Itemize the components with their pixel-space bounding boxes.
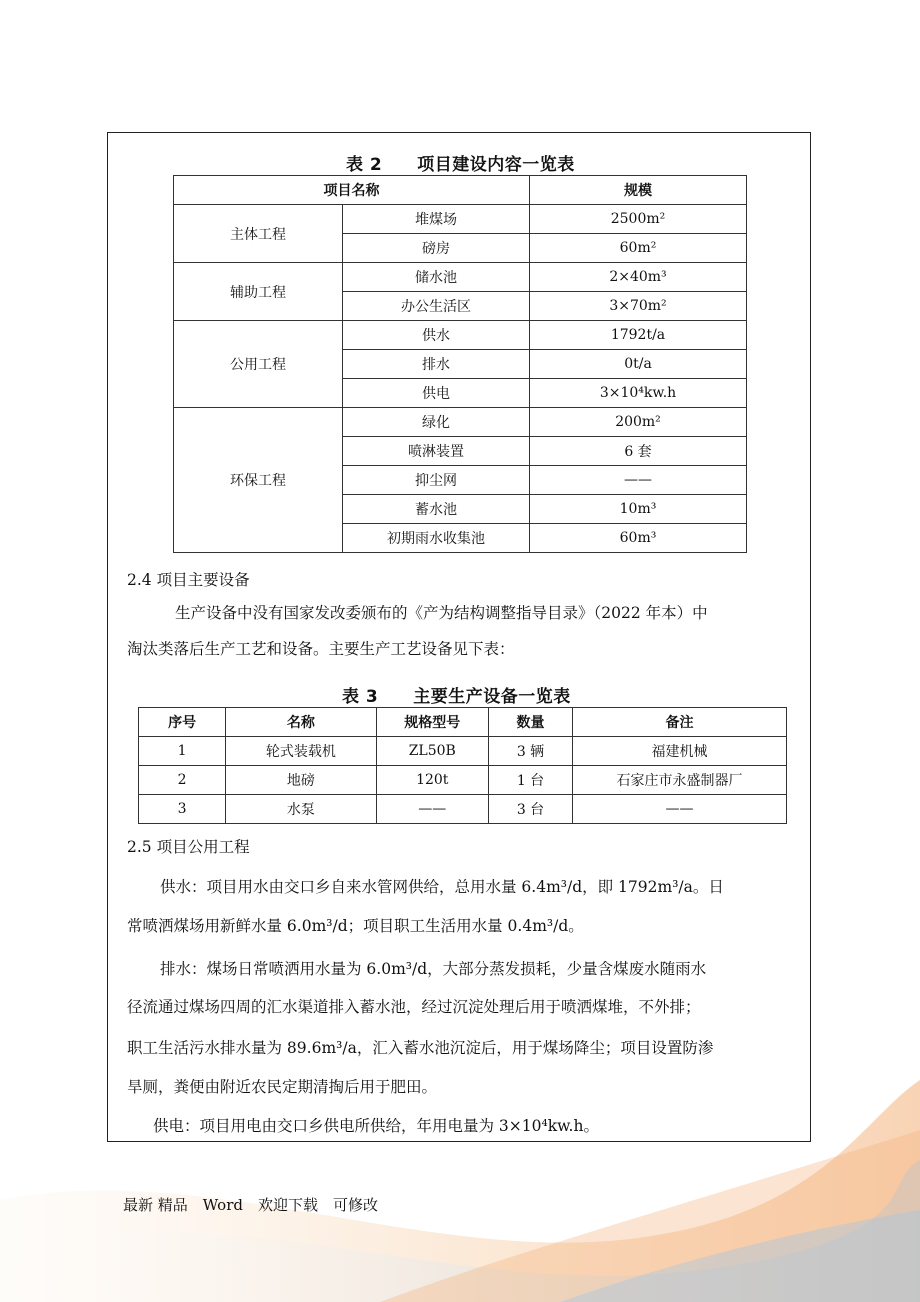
table2-group-name: 公用工程	[174, 321, 343, 408]
table3-header-remark: 备注	[573, 708, 787, 737]
water-supply-line2: 常喷洒煤场用新鲜水量 6.0m³/d；项目职工生活用水量 0.4m³/d。	[127, 917, 584, 935]
table2-item: 喷淋装置	[343, 437, 530, 466]
table2-scale: 2500m²	[530, 205, 747, 234]
table2-item: 蓄水池	[343, 495, 530, 524]
table3-header-quantity: 数量	[488, 708, 572, 737]
section-2-4-para-line1: 生产设备中没有国家发改委颁布的《产为结构调整指导目录》（2022 年本）中	[175, 604, 708, 622]
power-supply-line: 供电：项目用电由交口乡供电所供给，年用电量为 3×10⁴kw.h。	[153, 1117, 599, 1135]
table3-cell-model: ZL50B	[376, 737, 488, 766]
table2-title: 表 2 项目建设内容一览表	[346, 155, 575, 175]
table2-item: 堆煤场	[343, 205, 530, 234]
table2-group-name: 辅助工程	[174, 263, 343, 321]
table3-cell-quantity: 3 台	[488, 795, 572, 824]
table3-cell-seq: 2	[139, 766, 226, 795]
table2-item: 供电	[343, 379, 530, 408]
table2-item: 排水	[343, 350, 530, 379]
table3-cell-name: 水泵	[226, 795, 376, 824]
table3-cell-remark: ——	[573, 795, 787, 824]
table3-cell-model: ——	[376, 795, 488, 824]
section-2-4-para-line2: 淘汰类落后生产工艺和设备。主要生产工艺设备见下表：	[127, 640, 515, 658]
table2-item: 供水	[343, 321, 530, 350]
table3-cell-quantity: 3 辆	[488, 737, 572, 766]
table3-title: 表 3 主要生产设备一览表	[342, 687, 571, 707]
table2-scale: 0t/a	[530, 350, 747, 379]
table2-scale: 200m²	[530, 408, 747, 437]
table3-cell-remark: 石家庄市永盛制器厂	[573, 766, 787, 795]
table2-scale: 3×70m²	[530, 292, 747, 321]
table2-header-item: 项目名称	[174, 176, 530, 205]
drainage-line1: 排水：煤场日常喷洒用水量为 6.0m³/d，大部分蒸发损耗，少量含煤废水随雨水	[160, 960, 707, 978]
drainage-line4: 旱厕，粪便由附近农民定期清掏后用于肥田。	[127, 1078, 438, 1096]
drainage-line3: 职工生活污水排水量为 89.6m³/a，汇入蓄水池沉淀后，用于煤场降尘；项目设置防渗	[127, 1039, 714, 1057]
footer-note: 最新 精品 Word 欢迎下载 可修改	[123, 1196, 378, 1214]
table2-item: 办公生活区	[343, 292, 530, 321]
document-frame	[107, 132, 811, 1142]
table3-cell-name: 地磅	[226, 766, 376, 795]
table2-item: 绿化	[343, 408, 530, 437]
table3-cell-seq: 3	[139, 795, 226, 824]
table2-group-name: 主体工程	[174, 205, 343, 263]
water-supply-line1: 供水：项目用水由交口乡自来水管网供给，总用水量 6.4m³/d，即 1792m³/a。日	[160, 878, 724, 896]
drainage-line2: 径流通过煤场四周的汇水渠道排入蓄水池，经过沉淀处理后用于喷洒煤堆，不外排；	[127, 998, 701, 1016]
table2-scale: ——	[530, 466, 747, 495]
table2-scale: 2×40m³	[530, 263, 747, 292]
table2-scale: 60m³	[530, 524, 747, 553]
table3-cell-seq: 1	[139, 737, 226, 766]
table2-scale: 1792t/a	[530, 321, 747, 350]
table3-cell-quantity: 1 台	[488, 766, 572, 795]
table3-cell-name: 轮式装载机	[226, 737, 376, 766]
section-2-5-heading: 2.5 项目公用工程	[127, 838, 250, 856]
table3-header-name: 名称	[226, 708, 376, 737]
table3-cell-remark: 福建机械	[573, 737, 787, 766]
table2-scale: 60m²	[530, 234, 747, 263]
table2-scale: 3×10⁴kw.h	[530, 379, 747, 408]
table3-cell-model: 120t	[376, 766, 488, 795]
table2-scale: 10m³	[530, 495, 747, 524]
table2-scale: 6 套	[530, 437, 747, 466]
table2-item: 储水池	[343, 263, 530, 292]
table2-item: 抑尘网	[343, 466, 530, 495]
table2-item: 磅房	[343, 234, 530, 263]
table2-item: 初期雨水收集池	[343, 524, 530, 553]
table2-group-name: 环保工程	[174, 408, 343, 553]
section-2-4-heading: 2.4 项目主要设备	[127, 571, 250, 589]
table3-header-seq: 序号	[139, 708, 226, 737]
table2-header-scale: 规模	[530, 176, 747, 205]
table3-header-model: 规格型号	[376, 708, 488, 737]
